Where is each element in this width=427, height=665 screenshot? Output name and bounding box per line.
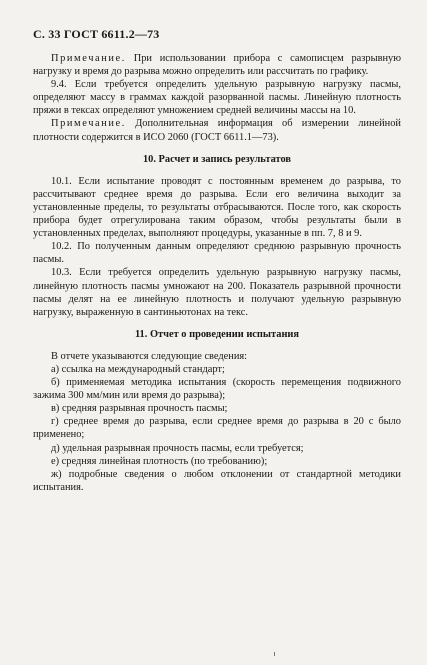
scan-mark	[274, 652, 275, 656]
paragraph-10-2: 10.2. По полученным данным определяют среднюю разрывную прочность пасмы.	[33, 241, 401, 266]
note-1	[33, 52, 401, 78]
note-text: При использовании прибора с самописцем разрывную нагрузку и время до разрыва можно определить или рассчитать по графику.	[33, 53, 401, 78]
list-item: а) ссылка на международный стандарт;	[51, 363, 225, 375]
note-text: Дополнительная информация об измерении линейной плотности содержится в ИСО 2060 (ГОСТ 6611.1—73).	[33, 118, 401, 143]
paragraph-10-3: 10.3. Если требуется определить удельную разрывную нагрузку пасмы, линейную плотность пасмы умножают на 200. Показатель разрывной прочности пасмы делят на ее линейную плотность и получают удельную разрывную нагрузку, выраженную в сантиньютонах на текс.	[33, 267, 401, 318]
note-label: Примечание.	[51, 53, 126, 64]
list-item: е) средняя линейная плотность (по требованию);	[51, 455, 268, 467]
list-item: г) среднее время до разрыва, если среднее время до разрыва в 20 с было применено;	[33, 416, 401, 441]
note-2	[33, 117, 401, 143]
paragraph-9-4: 9.4. Если требуется определить удельную разрывную нагрузку пасмы, определяют массу в граммах каждой разорванной пасмы. Линейную плотность пряжи в тексах определяют умножением средней величины массы на 10.	[33, 79, 401, 117]
list-item: в) средняя разрывная прочность пасмы;	[51, 403, 228, 415]
list-item: ж) подробные сведения о любом отклонении от стандартной методики испытания.	[33, 468, 401, 493]
section-11-title: 11. Отчет о проведении испытания	[134, 328, 300, 340]
report-list	[33, 350, 401, 494]
report-intro: В отчете указываются следующие сведения:	[51, 350, 248, 362]
note-label: Примечание.	[51, 118, 126, 130]
page-header: С. 33 ГОСТ 6611.2—73	[33, 27, 160, 41]
list-item: б) применяемая методика испытания (скорость перемещения подвижного зажима 300 мм/мин или время до разрыва);	[33, 377, 401, 402]
list-item: д) удельная разрывная прочность пасмы, если требуется;	[51, 442, 304, 454]
document-body	[33, 52, 401, 494]
paragraph-10-1: 10.1. Если испытание проводят с постоянным временем до разрыва, то рассчитывают среднее время до разрыва. Если его величина выходит за установленные пределы, то результаты отбрасываются. После того, как скорость прибора будет отрегулирована таким образом, чтобы результаты были в установленных пределах, выполняют процедуры, указанные в пп. 7, 8 и 9.	[33, 175, 401, 240]
section-10-title: 10. Расчет и запись результатов	[142, 153, 292, 165]
